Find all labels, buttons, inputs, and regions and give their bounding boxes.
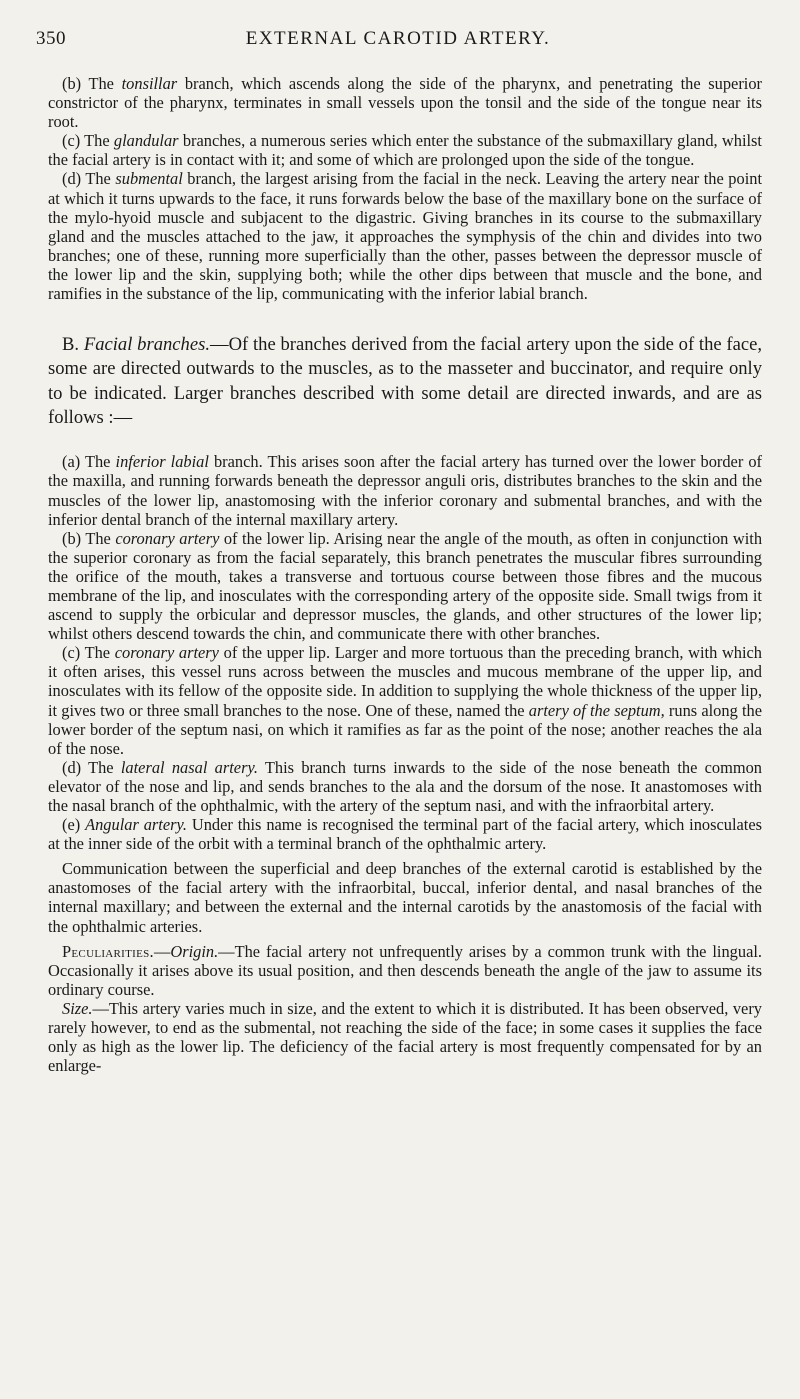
- page-body: [48, 74, 762, 1075]
- running-title: EXTERNAL CAROTID ARTERY.: [245, 28, 551, 49]
- paragraph-tonsillar-branch: (b) The tonsillar branch, which ascends along the side of the pharynx, and penetrating the superior constrictor of the pharynx, terminates in small vessels upon the tonsil and the side of the tongue near its root.: [48, 74, 762, 132]
- paragraph-peculiarities-origin: Peculiarities.—Origin.—The facial artery not unfrequently arises by a common trunk with the lingual. Occasionally it arises above its usual position, and then descends beneath the angle of the jaw to assume its ordinary course.: [48, 941, 762, 999]
- section-heading-facial-branches: B. Facial branches.—Of the branches derived from the facial artery upon the side of the face, some are directed outwards to the muscles, as to the masseter and buccinator, and require only to be indicated. Larger branches described with some detail are directed inwards, and are as follows :—: [48, 334, 763, 429]
- running-head: [36, 28, 760, 56]
- paragraph-angular-artery: (e) Angular artery. Under this name is recognised the terminal part of the facial artery, which inosculates at the inner side of the orbit with a terminal branch of the ophthalmic artery.: [48, 815, 762, 854]
- paragraph-communication: Communication between the superficial and deep branches of the external carotid is established by the anastomoses of the facial artery with the infraorbital, buccal, inferior dental, and nasal branches of the internal maxillary; and between the external and the internal carotids by the anastomosis of the facial with the ophthalmic arteries.: [48, 859, 762, 936]
- paragraph-lateral-nasal-artery: (d) The lateral nasal artery. This branch turns inwards to the side of the nose beneath the common elevator of the nose and lip, and sends branches to the ala and the dorsum of the nose. It anastomoses with the nasal branch of the ophthalmic, with the artery of the septum nasi, and with the infraorbital artery.: [48, 757, 762, 815]
- page-number: 350: [36, 28, 66, 49]
- paragraph-peculiarities-size: Size.—This artery varies much in size, and the extent to which it is distributed. It has been observed, very rarely however, to end as the submental, not reaching the side of the face; in some cases it supplies the face only as high as the lower lip. The deficiency of the facial artery is most frequently compensated for by an enlarge-: [48, 998, 762, 1076]
- paragraph-submental-branch: (d) The submental branch, the largest arising from the facial in the neck. Leaving the artery near the point at which it turns upwards to the face, it runs forwards below the base of the maxillary bone on the surface of the mylo-hyoid muscle and subjacent to the digastric. Giving branches in its course to the submaxillary gland and the muscles attached to the jaw, it approaches the symphysis of the chin and divides into two branches; one of these, running more superficially than the other, passes between the depressor muscle of the lower lip and the skin, supplying both; while the other dips between that muscle and the bone, and ramifies in the substance of the lip, communicating with the inferior labial branch.: [48, 169, 762, 304]
- paragraph-glandular-branches: (c) The glandular branches, a numerous series which enter the substance of the submaxillary gland, whilst the facial artery is in contact with it; and some of which are prolonged upon the side of the tongue.: [48, 131, 762, 170]
- paragraph-coronary-artery-lower-lip: (b) The coronary artery of the lower lip. Arising near the angle of the mouth, as often in conjunction with the superior coronary as from the facial separately, this branch penetrates the muscular fibres surrounding the orifice of the mouth, takes a transverse and tortuous course between those fibres and the mucous membrane of the lip, and inosculates with the corresponding artery of the opposite side. Small twigs from it ascend to supply the orbicular and depressor muscles, the glands, and other structures of the lower lip; whilst others descend towards the chin, and communicate there with other branches.: [48, 528, 763, 644]
- paragraph-coronary-artery-upper-lip: (c) The coronary artery of the upper lip. Larger and more tortuous than the preceding branch, with which it often arises, this vessel runs across between the muscles and mucous membrane of the upper lip, and inosculates with its fellow of the opposite side. In addition to supplying the whole thickness of the upper lip, it gives two or three small branches to the nose. One of these, named the artery of the septum, runs along the lower border of the septum nasi, on which it ramifies as far as the point of the nose; another reaches the ala of the nose.: [48, 643, 762, 758]
- paragraph-inferior-labial-branch: (a) The inferior labial branch. This arises soon after the facial artery has turned over the lower border of the maxilla, and running forwards beneath the depressor anguli oris, distributes branches to the skin and the muscles of the lower lip, anastomosing with the inferior coronary and submental branches, and with the inferior dental branch of the internal maxillary artery.: [48, 452, 762, 529]
